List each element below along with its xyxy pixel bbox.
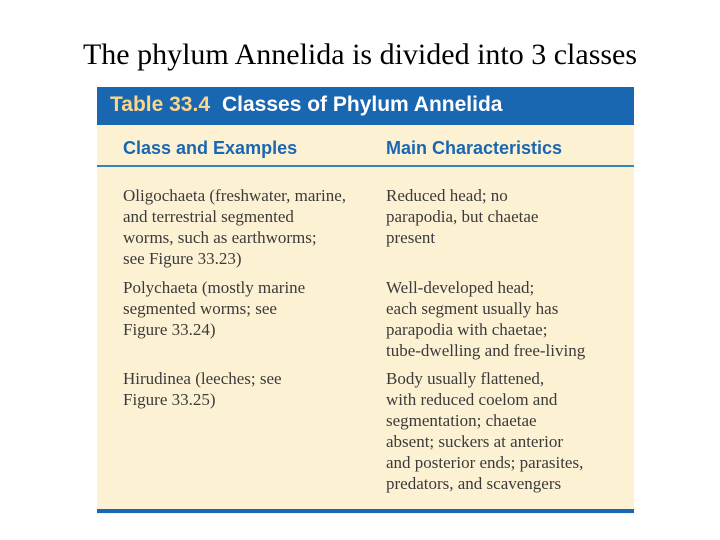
table-bottom-rule xyxy=(97,509,634,513)
table-name: Classes of Phylum Annelida xyxy=(222,93,503,116)
column-header-class: Class and Examples xyxy=(123,138,298,158)
table-title-bar xyxy=(97,87,634,125)
header-divider xyxy=(97,165,634,167)
row-oligochaeta-class: Oligochaeta (freshwater, marine, and terrestrial segmented worms, such as earthworms; see Figure 33.23) xyxy=(123,186,347,268)
row-hirudinea-class: Hirudinea (leeches; see Figure 33.25) xyxy=(123,369,282,409)
classes-table xyxy=(97,87,634,514)
slide-title: The phylum Annelida is divided into 3 classes xyxy=(82,38,638,71)
column-header-characteristics: Main Characteristics xyxy=(386,138,563,158)
row-polychaeta-class: Polychaeta (mostly marine segmented worms; see Figure 33.24) xyxy=(123,278,306,339)
row-hirudinea-characteristics: Body usually flattened, with reduced coelom and segmentation; chaetae absent; suckers at anterior and posterior ends; parasites, predators, and scavengers xyxy=(386,369,584,493)
row-oligochaeta-characteristics: Reduced head; no parapodia, but chaetae present xyxy=(386,186,539,247)
table-title xyxy=(110,87,502,125)
row-polychaeta-characteristics: Well-developed head; each segment usually has parapodia with chaetae; tube-dwelling and free-living xyxy=(386,278,586,360)
table-number: Table 33.4 xyxy=(110,93,210,116)
